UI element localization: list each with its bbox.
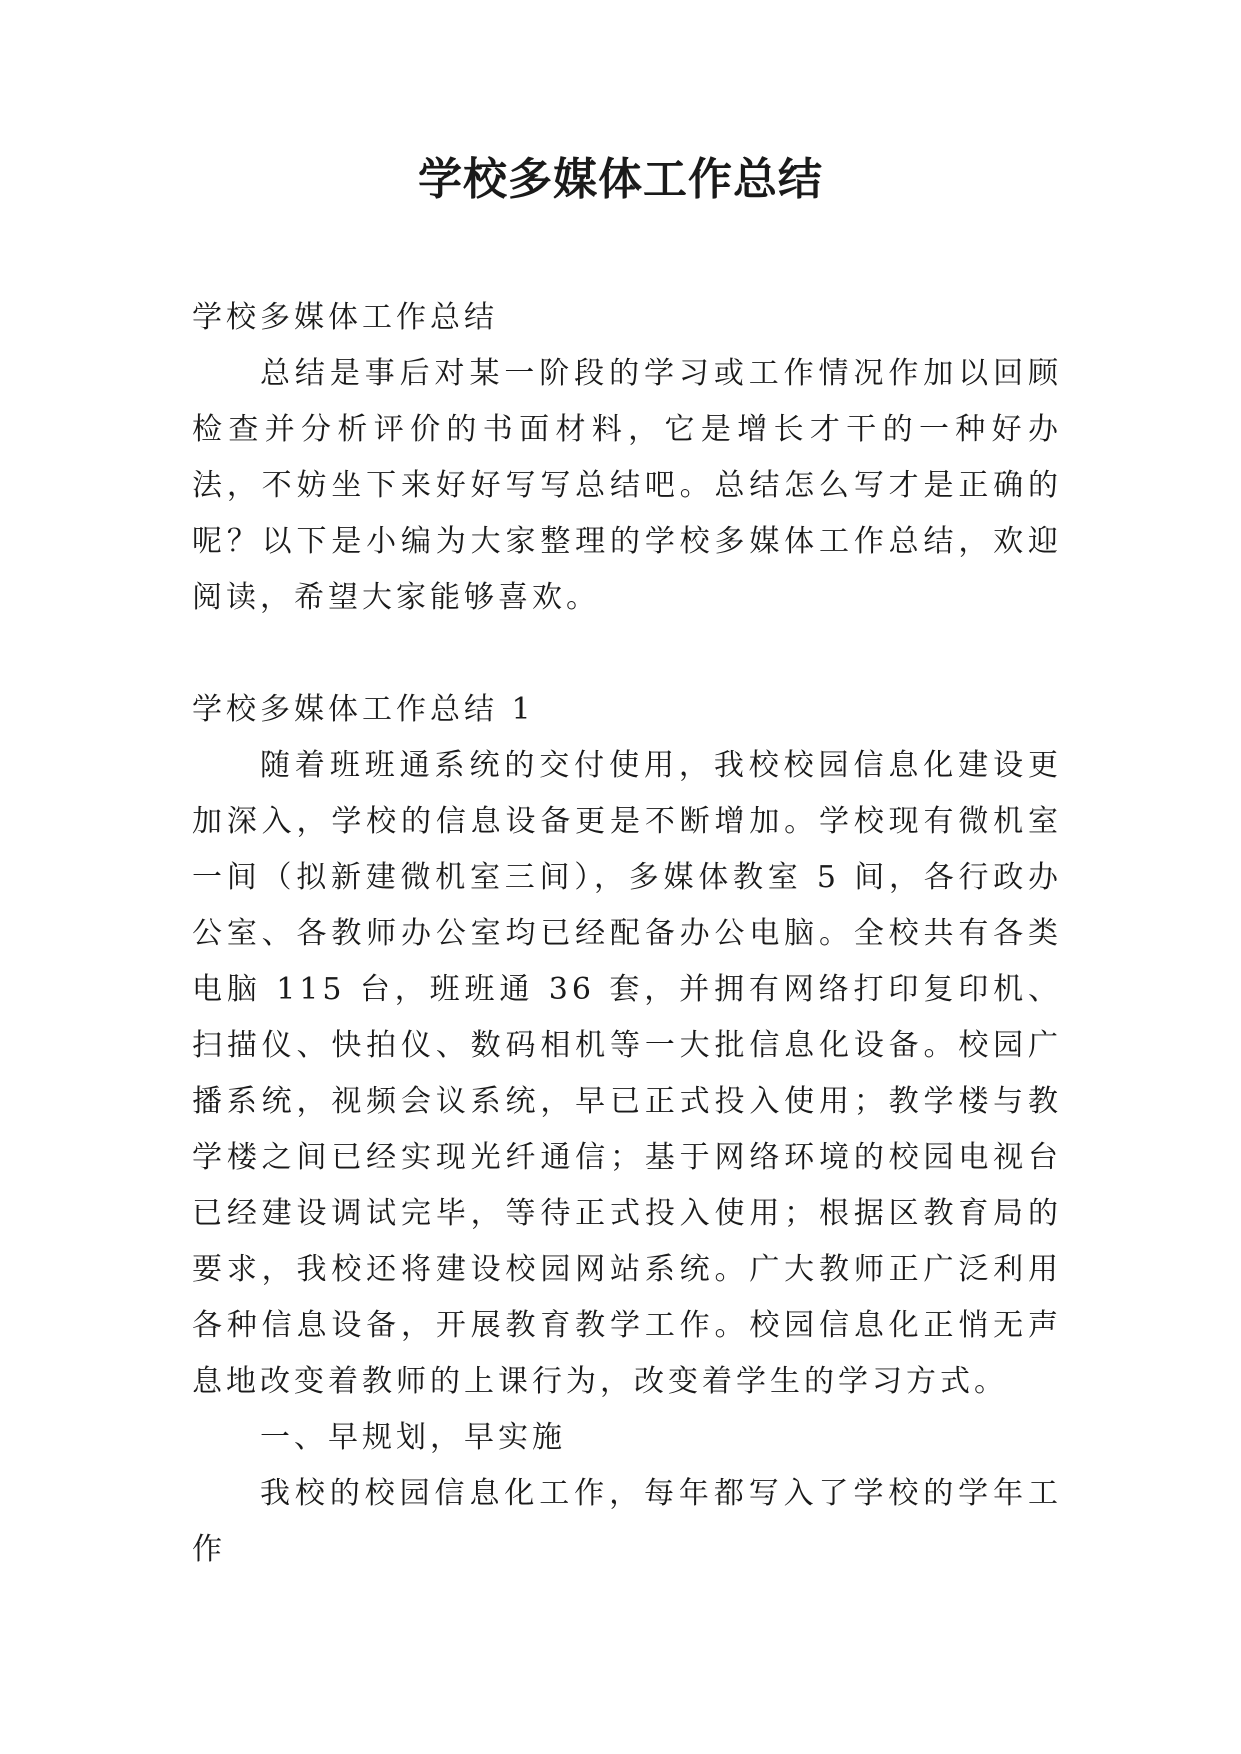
subsection1-paragraph: 我校的校园信息化工作，每年都写入了学校的学年工作 [192, 1476, 1062, 1567]
paragraph-spacer [192, 626, 1062, 682]
intro-paragraph: 总结是事后对某一阶段的学习或工作情况作加以回顾检查并分析评价的书面材料，它是增长才干的一种好办法，不妨坐下来好好写写总结吧。总结怎么写才是正确的呢？以下是小编为大家整理的学校多媒体工作总结，欢迎阅读，希望大家能够喜欢。 [192, 356, 1062, 615]
section1-heading: 学校多媒体工作总结 1 [192, 692, 535, 727]
subsection1-heading: 一、早规划，早实施 [260, 1420, 566, 1455]
document-body [192, 290, 1062, 1578]
section1-paragraph: 随着班班通系统的交付使用，我校校园信息化建设更加深入，学校的信息设备更是不断增加。学校现有微机室一间（拟新建微机室三间），多媒体教室 5 间，各行政办公室、各教师办公室均已经配备办公电脑。全校共有各类电脑 115 台，班班通 36 套，并拥有网络打印复印机、扫描仪、快拍仪、数码相机等一大批信息化设备。校园广播系统，视频会议系统，早已正式投入使用；教学楼与教学楼之间已经实现光纤通信；基于网络环境的校园电视台已经建设调试完毕，等待正式投入使用；根据区教育局的要求，我校还将建设校园网站系统。广大教师正广泛利用各种信息设备，开展教育教学工作。校园信息化正悄无声息地改变着教师的上课行为，改变着学生的学习方式。 [192, 748, 1062, 1399]
document-title: 学校多媒体工作总结 [418, 154, 823, 205]
intro-heading: 学校多媒体工作总结 [192, 300, 498, 335]
